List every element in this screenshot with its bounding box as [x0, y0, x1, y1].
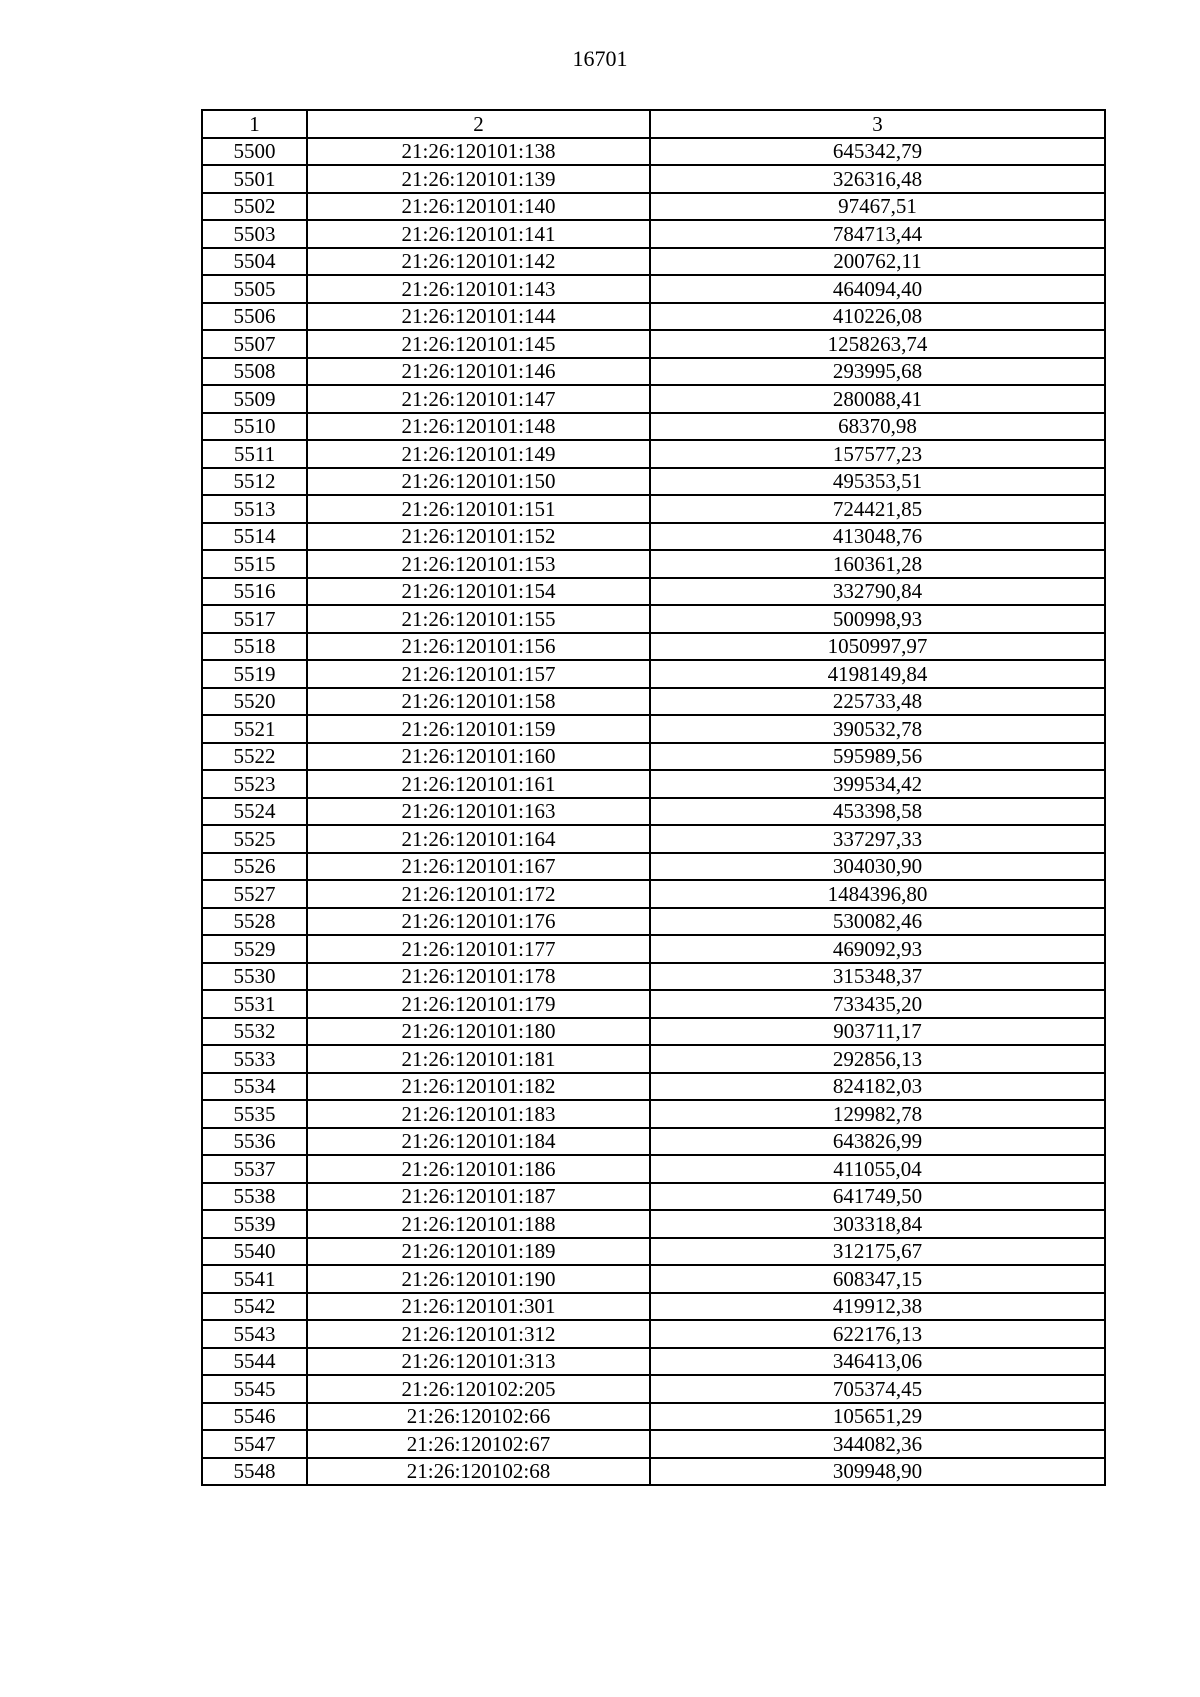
table-row: [202, 1210, 1105, 1238]
table-row: [202, 1045, 1105, 1073]
cadastral-number-cell: 21:26:120101:161: [307, 770, 650, 798]
table-row: [202, 688, 1105, 716]
value-cell: 309948,90: [650, 1458, 1105, 1486]
row-number-cell: 5540: [202, 1238, 307, 1266]
value-cell: 344082,36: [650, 1430, 1105, 1458]
cadastral-number-cell: 21:26:120101:157: [307, 660, 650, 688]
row-number-cell: 5547: [202, 1430, 307, 1458]
table-row: [202, 165, 1105, 193]
cadastral-number-cell: 21:26:120102:68: [307, 1458, 650, 1486]
value-cell: 469092,93: [650, 935, 1105, 963]
value-cell: 346413,06: [650, 1348, 1105, 1376]
row-number-cell: 5542: [202, 1293, 307, 1321]
row-number-cell: 5514: [202, 523, 307, 551]
table-row: [202, 660, 1105, 688]
value-cell: 304030,90: [650, 853, 1105, 881]
row-number-cell: 5509: [202, 385, 307, 413]
cadastral-number-cell: 21:26:120101:151: [307, 495, 650, 523]
value-cell: 292856,13: [650, 1045, 1105, 1073]
table-row: [202, 385, 1105, 413]
table-row: [202, 1155, 1105, 1183]
table-row: [202, 1403, 1105, 1431]
value-cell: 724421,85: [650, 495, 1105, 523]
table-row: [202, 358, 1105, 386]
row-number-cell: 5527: [202, 880, 307, 908]
cadastral-number-cell: 21:26:120101:148: [307, 413, 650, 441]
value-cell: 332790,84: [650, 578, 1105, 606]
row-number-cell: 5546: [202, 1403, 307, 1431]
table-header: [202, 110, 1105, 138]
table-row: [202, 880, 1105, 908]
table-row: [202, 1018, 1105, 1046]
row-number-cell: 5511: [202, 440, 307, 468]
row-number-cell: 5506: [202, 303, 307, 331]
table-row: [202, 743, 1105, 771]
row-number-cell: 5508: [202, 358, 307, 386]
cadastral-number-cell: 21:26:120101:187: [307, 1183, 650, 1211]
table-row: [202, 248, 1105, 276]
value-cell: 705374,45: [650, 1375, 1105, 1403]
cadastral-number-cell: 21:26:120101:167: [307, 853, 650, 881]
value-cell: 157577,23: [650, 440, 1105, 468]
row-number-cell: 5520: [202, 688, 307, 716]
value-cell: 419912,38: [650, 1293, 1105, 1321]
row-number-cell: 5507: [202, 330, 307, 358]
value-cell: 608347,15: [650, 1265, 1105, 1293]
value-cell: 1258263,74: [650, 330, 1105, 358]
cadastral-number-cell: 21:26:120101:160: [307, 743, 650, 771]
table-row: [202, 1238, 1105, 1266]
table-row: [202, 770, 1105, 798]
cadastral-number-cell: 21:26:120101:181: [307, 1045, 650, 1073]
row-number-cell: 5528: [202, 908, 307, 936]
cadastral-number-cell: 21:26:120101:138: [307, 138, 650, 166]
table-row: [202, 605, 1105, 633]
row-number-cell: 5537: [202, 1155, 307, 1183]
row-number-cell: 5512: [202, 468, 307, 496]
value-cell: 399534,42: [650, 770, 1105, 798]
value-cell: 68370,98: [650, 413, 1105, 441]
cadastral-number-cell: 21:26:120101:142: [307, 248, 650, 276]
table-row: [202, 1430, 1105, 1458]
cadastral-number-cell: 21:26:120101:183: [307, 1100, 650, 1128]
value-cell: 105651,29: [650, 1403, 1105, 1431]
row-number-cell: 5500: [202, 138, 307, 166]
value-cell: 390532,78: [650, 715, 1105, 743]
row-number-cell: 5519: [202, 660, 307, 688]
table-row: [202, 935, 1105, 963]
value-cell: 903711,17: [650, 1018, 1105, 1046]
cadastral-number-cell: 21:26:120101:163: [307, 798, 650, 826]
row-number-cell: 5513: [202, 495, 307, 523]
table-row: [202, 1320, 1105, 1348]
row-number-cell: 5504: [202, 248, 307, 276]
cadastral-number-cell: 21:26:120101:144: [307, 303, 650, 331]
value-cell: 1050997,97: [650, 633, 1105, 661]
row-number-cell: 5538: [202, 1183, 307, 1211]
value-cell: 312175,67: [650, 1238, 1105, 1266]
cadastral-number-cell: 21:26:120101:189: [307, 1238, 650, 1266]
cadastral-number-cell: 21:26:120101:159: [307, 715, 650, 743]
value-cell: 453398,58: [650, 798, 1105, 826]
value-cell: 784713,44: [650, 220, 1105, 248]
row-number-cell: 5502: [202, 193, 307, 221]
table-row: [202, 990, 1105, 1018]
table-row: [202, 1128, 1105, 1156]
row-number-cell: 5522: [202, 743, 307, 771]
row-number-cell: 5531: [202, 990, 307, 1018]
table-row: [202, 1100, 1105, 1128]
value-cell: 530082,46: [650, 908, 1105, 936]
row-number-cell: 5543: [202, 1320, 307, 1348]
cadastral-number-cell: 21:26:120101:164: [307, 825, 650, 853]
cadastral-number-cell: 21:26:120101:152: [307, 523, 650, 551]
row-number-cell: 5541: [202, 1265, 307, 1293]
row-number-cell: 5518: [202, 633, 307, 661]
table-row: [202, 853, 1105, 881]
row-number-cell: 5524: [202, 798, 307, 826]
cadastral-number-cell: 21:26:120101:145: [307, 330, 650, 358]
row-number-cell: 5505: [202, 275, 307, 303]
row-number-cell: 5510: [202, 413, 307, 441]
value-cell: 160361,28: [650, 550, 1105, 578]
cadastral-number-cell: 21:26:120101:180: [307, 1018, 650, 1046]
cadastral-number-cell: 21:26:120102:66: [307, 1403, 650, 1431]
value-cell: 413048,76: [650, 523, 1105, 551]
cadastral-number-cell: 21:26:120101:147: [307, 385, 650, 413]
cadastral-number-cell: 21:26:120101:153: [307, 550, 650, 578]
cadastral-number-cell: 21:26:120101:143: [307, 275, 650, 303]
cadastral-number-cell: 21:26:120101:154: [307, 578, 650, 606]
value-cell: 129982,78: [650, 1100, 1105, 1128]
table-row: [202, 468, 1105, 496]
table-row: [202, 825, 1105, 853]
column-header-3: 3: [650, 110, 1105, 138]
row-number-cell: 5535: [202, 1100, 307, 1128]
value-cell: 4198149,84: [650, 660, 1105, 688]
cadastral-number-cell: 21:26:120101:186: [307, 1155, 650, 1183]
row-number-cell: 5515: [202, 550, 307, 578]
row-number-cell: 5529: [202, 935, 307, 963]
value-cell: 1484396,80: [650, 880, 1105, 908]
row-number-cell: 5503: [202, 220, 307, 248]
value-cell: 464094,40: [650, 275, 1105, 303]
row-number-cell: 5525: [202, 825, 307, 853]
table-row: [202, 1073, 1105, 1101]
cadastral-number-cell: 21:26:120101:139: [307, 165, 650, 193]
row-number-cell: 5501: [202, 165, 307, 193]
table-row: [202, 523, 1105, 551]
table-row: [202, 1458, 1105, 1486]
cadastral-number-cell: 21:26:120101:179: [307, 990, 650, 1018]
table-row: [202, 715, 1105, 743]
page-number: 16701: [572, 46, 628, 71]
value-cell: 337297,33: [650, 825, 1105, 853]
row-number-cell: 5544: [202, 1348, 307, 1376]
value-cell: 293995,68: [650, 358, 1105, 386]
value-cell: 622176,13: [650, 1320, 1105, 1348]
table-row: [202, 1293, 1105, 1321]
cadastral-number-cell: 21:26:120101:178: [307, 963, 650, 991]
value-cell: 315348,37: [650, 963, 1105, 991]
cadastral-number-cell: 21:26:120101:149: [307, 440, 650, 468]
table-row: [202, 1375, 1105, 1403]
row-number-cell: 5545: [202, 1375, 307, 1403]
cadastral-number-cell: 21:26:120101:190: [307, 1265, 650, 1293]
table-row: [202, 495, 1105, 523]
table-row: [202, 908, 1105, 936]
row-number-cell: 5530: [202, 963, 307, 991]
row-number-cell: 5516: [202, 578, 307, 606]
table-row: [202, 1265, 1105, 1293]
row-number-cell: 5548: [202, 1458, 307, 1486]
cadastral-number-cell: 21:26:120101:177: [307, 935, 650, 963]
value-cell: 595989,56: [650, 743, 1105, 771]
value-cell: 97467,51: [650, 193, 1105, 221]
table-row: [202, 578, 1105, 606]
table-row: [202, 1183, 1105, 1211]
table-row: [202, 220, 1105, 248]
table-body: [202, 138, 1105, 1486]
cadastral-number-cell: 21:26:120101:312: [307, 1320, 650, 1348]
cadastral-number-cell: 21:26:120101:146: [307, 358, 650, 386]
row-number-cell: 5539: [202, 1210, 307, 1238]
table-row: [202, 550, 1105, 578]
value-cell: 200762,11: [650, 248, 1105, 276]
table-row: [202, 330, 1105, 358]
table-row: [202, 440, 1105, 468]
cadastral-number-cell: 21:26:120101:140: [307, 193, 650, 221]
value-cell: 645342,79: [650, 138, 1105, 166]
cadastral-number-cell: 21:26:120101:141: [307, 220, 650, 248]
value-cell: 326316,48: [650, 165, 1105, 193]
cadastral-number-cell: 21:26:120101:176: [307, 908, 650, 936]
cadastral-number-cell: 21:26:120101:184: [307, 1128, 650, 1156]
cadastral-number-cell: 21:26:120101:182: [307, 1073, 650, 1101]
column-header-1: 1: [202, 110, 307, 138]
cadastral-number-cell: 21:26:120102:67: [307, 1430, 650, 1458]
table-row: [202, 633, 1105, 661]
value-cell: 225733,48: [650, 688, 1105, 716]
value-cell: 500998,93: [650, 605, 1105, 633]
row-number-cell: 5517: [202, 605, 307, 633]
cadastral-number-cell: 21:26:120101:301: [307, 1293, 650, 1321]
table-row: [202, 1348, 1105, 1376]
table-row: [202, 798, 1105, 826]
value-cell: 824182,03: [650, 1073, 1105, 1101]
cadastral-number-cell: 21:26:120101:313: [307, 1348, 650, 1376]
cadastral-number-cell: 21:26:120101:150: [307, 468, 650, 496]
cadastral-number-cell: 21:26:120101:188: [307, 1210, 650, 1238]
row-number-cell: 5526: [202, 853, 307, 881]
value-cell: 643826,99: [650, 1128, 1105, 1156]
cadastral-number-cell: 21:26:120101:156: [307, 633, 650, 661]
column-header-2: 2: [307, 110, 650, 138]
table-row: [202, 193, 1105, 221]
value-cell: 733435,20: [650, 990, 1105, 1018]
data-table: [201, 109, 1106, 1486]
cadastral-number-cell: 21:26:120101:155: [307, 605, 650, 633]
value-cell: 411055,04: [650, 1155, 1105, 1183]
table-row: [202, 963, 1105, 991]
row-number-cell: 5533: [202, 1045, 307, 1073]
table-row: [202, 275, 1105, 303]
row-number-cell: 5521: [202, 715, 307, 743]
row-number-cell: 5532: [202, 1018, 307, 1046]
value-cell: 303318,84: [650, 1210, 1105, 1238]
table-row: [202, 138, 1105, 166]
value-cell: 410226,08: [650, 303, 1105, 331]
value-cell: 641749,50: [650, 1183, 1105, 1211]
cadastral-number-cell: 21:26:120101:158: [307, 688, 650, 716]
row-number-cell: 5536: [202, 1128, 307, 1156]
table-row: [202, 303, 1105, 331]
row-number-cell: 5523: [202, 770, 307, 798]
value-cell: 280088,41: [650, 385, 1105, 413]
table-row: [202, 413, 1105, 441]
value-cell: 495353,51: [650, 468, 1105, 496]
cadastral-number-cell: 21:26:120101:172: [307, 880, 650, 908]
row-number-cell: 5534: [202, 1073, 307, 1101]
header-row: [202, 110, 1105, 138]
cadastral-number-cell: 21:26:120102:205: [307, 1375, 650, 1403]
